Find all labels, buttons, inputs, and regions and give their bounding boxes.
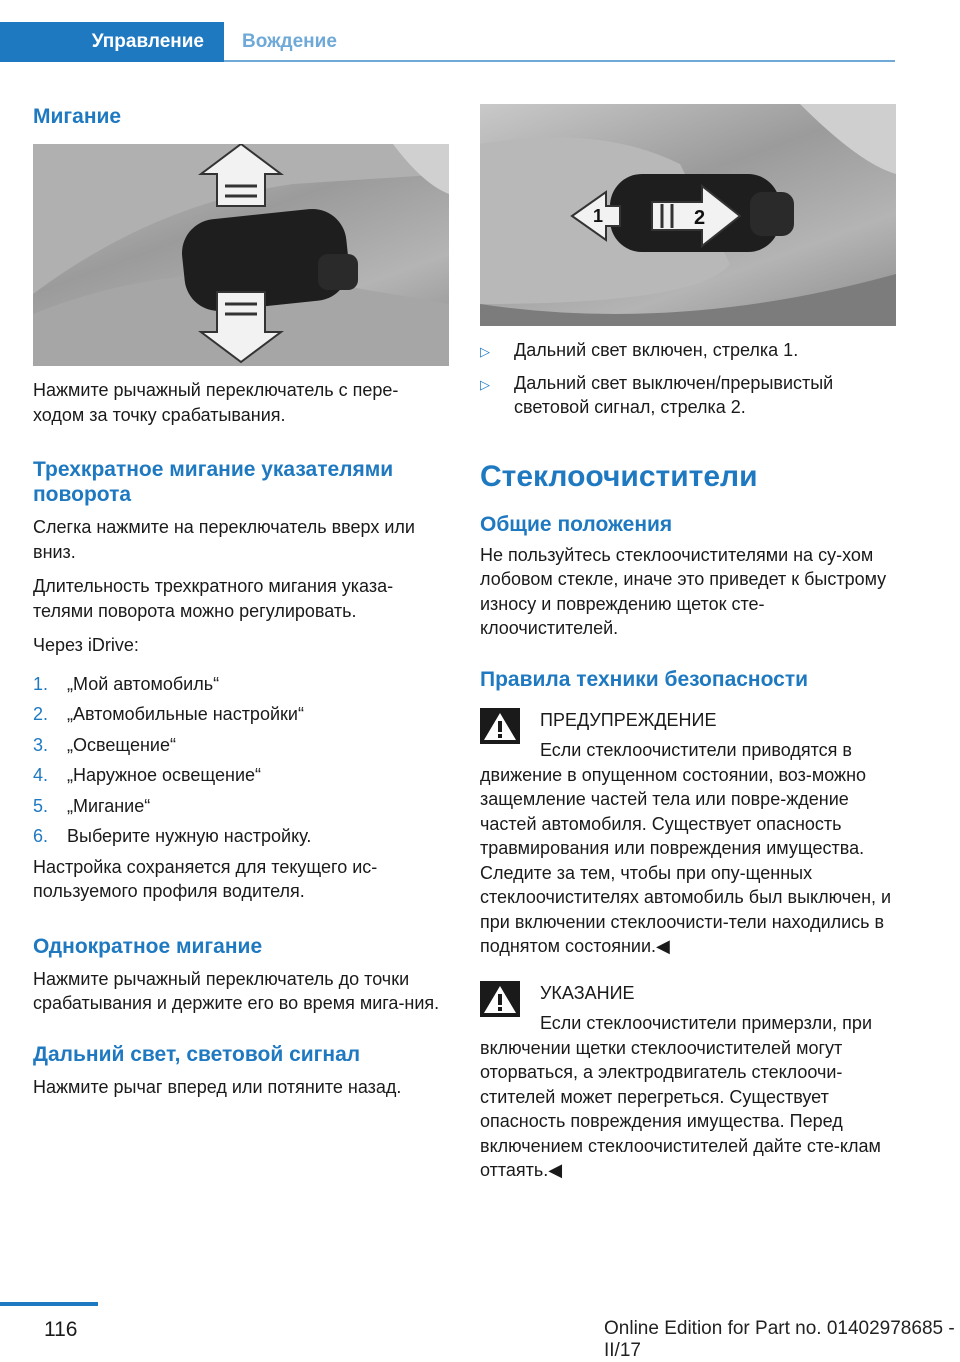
warning-heading: ПРЕДУПРЕЖДЕНИЕ [540, 709, 717, 730]
left-text-flow [33, 378, 449, 1099]
tab-driving[interactable]: Вождение [242, 31, 337, 52]
general-text: Не пользуйтесь стеклоочистителями на су-хом лобовом стекле, иначе это приведет к быстрому износу и повреждению щеток сте-клоочистителей. [480, 544, 887, 638]
triple-blink-text-1: Слегка нажмите на переключатель вверх или вниз. [33, 517, 415, 562]
beam-list [480, 338, 896, 420]
list-item: 2. „Автомобильные настройки“ [33, 704, 304, 724]
high-beam-title: Дальний свет, световой сигнал [33, 1042, 361, 1066]
high-beam-lever-image [480, 104, 896, 326]
idrive-steps-list [33, 672, 449, 849]
lever-forward-back-illustration [480, 104, 896, 326]
triple-blink-text-2: Длительность трехкратного мигания указа-телями поворота можно регулировать. [33, 576, 394, 621]
profile-saved-text: Настройка сохраняется для текущего ис-пользуемого профиля водителя. [33, 856, 378, 901]
notice-triangle-icon [480, 981, 520, 1017]
warning-triangle-icon [480, 708, 520, 744]
tab-controls[interactable]: Управление [0, 22, 224, 62]
lever-up-down-illustration [33, 144, 449, 366]
footer-rule [0, 1302, 98, 1306]
edition-label: Online Edition for Part no. 01402978685 - II/17 [604, 1318, 955, 1361]
notice-body: включении щетки стеклоочистителей могут оторваться, а электродвигатель стеклоочи-стителей может перегреться. Существует опасность повреждения имущества. Перед включением стеклоочистителей дайте сте-клам оттаять.◀ [480, 1037, 881, 1180]
warning-block [480, 708, 896, 763]
general-title: Общие положения [480, 512, 673, 536]
list-item: 4. „Наружное освещение“ [33, 765, 262, 785]
list-item: 6. Выберите нужную настройку. [33, 826, 312, 846]
warning-body: движение в опущенном состоянии, воз-можно защемление частей тела или повре-ждение частей автомобиля. Существует опасность травмирования или повреждения имущества. Следите за тем, чтобы при опу-щенных стеклоочистителях автомобиль был выключен, и при включении стеклоочисти-тели находились в поднятом состоянии.◀ [480, 764, 892, 956]
list-item: ▷ Дальний свет включен, стрелка 1. [480, 340, 799, 360]
list-item: 3. „Освещение“ [33, 734, 176, 755]
triple-blink-title: Трехкратное мигание указателями поворота [33, 458, 394, 506]
list-item: 1. „Мой автомобиль“ [33, 673, 220, 694]
list-item: 5. „Мигание“ [33, 795, 151, 816]
high-beam-text: Нажмите рычаг вперед или потяните назад. [33, 1076, 402, 1097]
blink-text: Нажмите рычажный переключатель с пере-ходом за точку срабатывания. [33, 380, 399, 425]
single-blink-title: Однократное мигание [33, 934, 263, 958]
single-blink-text: Нажмите рычажный переключатель до точки срабатывания и держите его во время мига-ния. [33, 968, 440, 1013]
via-idrive-label: Через iDrive: [33, 635, 139, 655]
wipers-title: Стеклоочистители [480, 459, 758, 493]
page-number: 116 [44, 1318, 78, 1341]
turn-signal-lever-image [33, 144, 449, 366]
arrow-1-label: 1 [593, 206, 604, 226]
header-rule [224, 60, 895, 62]
notice-block [480, 981, 896, 1036]
blink-title: Мигание [33, 105, 122, 128]
blink-section [33, 104, 449, 129]
notice-body-start: Если стеклоочистители примерзли, при [540, 1013, 872, 1033]
safety-title: Правила техники безопасности [480, 667, 809, 691]
right-text-flow [480, 338, 896, 1183]
list-item: ▷ Дальний свет выключен/прерывистый световой сигнал, стрелка 2. [480, 372, 834, 417]
notice-heading: УКАЗАНИЕ [540, 982, 635, 1003]
arrow-2-label: 2 [694, 207, 706, 229]
warning-body-start: Если стеклоочистители приводятся в [540, 740, 852, 760]
